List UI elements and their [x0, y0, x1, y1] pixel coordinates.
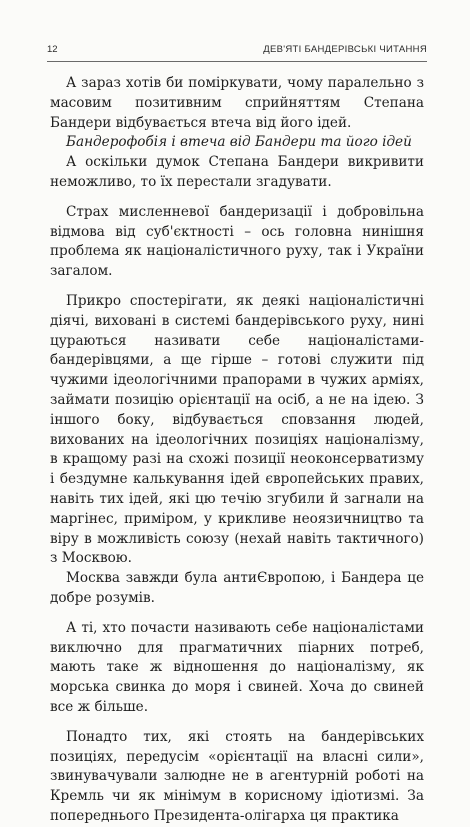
header-rule	[47, 61, 427, 62]
paragraph: Страх мисленневої бандеризації і добровільна відмова від суб'єктності – ось головна нинішня проблема як націоналістичного руху, так і України загалом.	[50, 203, 424, 280]
paragraph-intro: А зараз хотів би поміркувати, чому паралельно з масовим позитивним сприйняттям Степана Бандери відбувається втеча від його ідей.	[50, 75, 424, 131]
page-header	[47, 44, 427, 60]
paragraph: Москва завжди була антиЄвропою, і Бандера це добре розумів.	[50, 570, 424, 606]
paragraph: А оскільки думок Степана Бандери викривити неможливо, то їх перестали згадувати.	[50, 154, 424, 190]
page-number: 12	[47, 44, 58, 55]
section-heading: Бандерофобія і втеча від Бандери та його ідей	[66, 134, 412, 151]
paragraph: А ті, хто почасти називають себе націоналістами виключно для прагматичних піарних потреб, мають таке ж відношення до націоналізму, як морська свинка до моря і свиней. Хоча до свиней все ж більше.	[50, 619, 424, 715]
running-title: ДЕВ'ЯТІ БАНДЕРІВСЬКІ ЧИТАННЯ	[263, 44, 427, 55]
paragraph: Понадто тих, які стоять на бандерівських позиціях, передусім «орієнтації на власні сили», звинувачували залюдне не в агентурній роботі на Кремль чи як мінімум в корисному ідіотизмі. За попереднього Президента-олігарха ця практика	[50, 728, 424, 824]
paragraph: Прикро спостерігати, як деякі націоналістичні діячі, виховані в системі бандерівського руху, нині цураються називати себе націоналістами-бандерівцями, а ще гірше – готові служити під чужими ідеологічними прапорами в чужих арміях, займати позицію орієнтації на осіб, а не на ідею. З іншого боку, відбувається сповзання людей, вихованих на ідеологічних позиціях націоналізму, в кращому разі на схожі позиції неоконсерватизму і бездумне калькування ідей європейських правих, навіть тих ідей, які цю течію згубили й загнали на маргінес, приміром, у крикливе неоязичництво та віру в можливість союзу (нехай навіть тактичного) з Москвою.	[50, 292, 424, 567]
body-text	[50, 74, 424, 827]
